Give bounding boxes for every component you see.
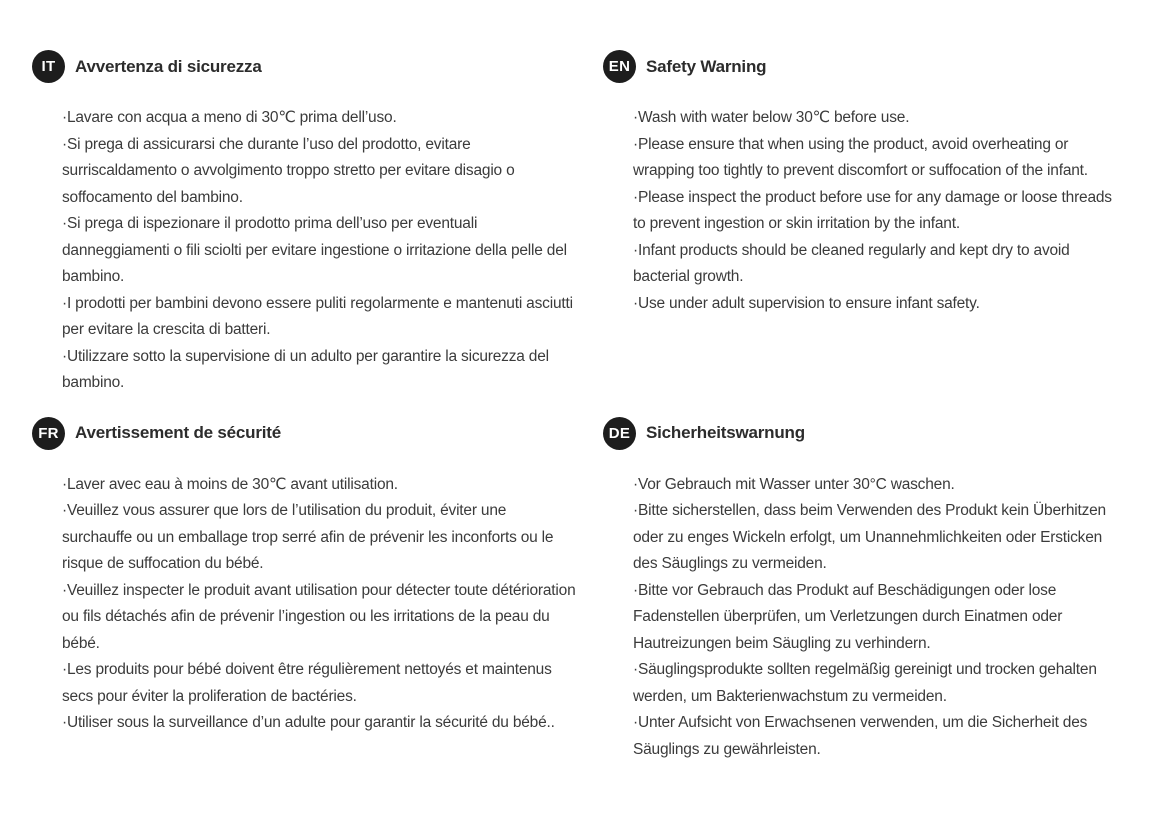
- warning-list: [633, 105, 1113, 317]
- warning-item: ·Use under adult supervision to ensure infant safety.: [633, 294, 980, 312]
- warning-item: ·Bitte sicherstellen, dass beim Verwenden des Produkt kein Überhitzen oder zu enges Wickeln erfolgt, um Unannehmlichkeiten oder Ersticken des Säuglings zu vermeiden.: [633, 502, 1106, 572]
- warning-item: ·Utiliser sous la surveillance d’un adulte pour garantir la sécurité du bébé..: [62, 714, 555, 731]
- warning-section-it: [32, 50, 603, 397]
- warning-item: ·Si prega di assicurarsi che durante l’uso del prodotto, evitare surriscaldamento o avvolgimento troppo stretto per evitare disagio o soffocamento del bambino.: [62, 135, 515, 206]
- warning-item: ·Vor Gebrauch mit Wasser unter 30°C waschen.: [633, 475, 955, 493]
- warning-list: [62, 105, 578, 397]
- warning-item: ·Wash with water below 30℃ before use.: [633, 109, 910, 126]
- warning-section-en: [603, 50, 1138, 317]
- section-header: [32, 417, 603, 450]
- warning-section-fr: [32, 417, 603, 737]
- language-badge: DE: [603, 417, 636, 450]
- section-header: [32, 50, 603, 83]
- section-header: [603, 417, 1138, 450]
- warning-item: ·Please ensure that when using the product, avoid overheating or wrapping too tightly to prevent discomfort or suffocation of the infant.: [633, 135, 1088, 179]
- section-header: [603, 50, 1138, 83]
- warning-item: ·Les produits pour bébé doivent être régulièrement nettoyés et maintenus secs pour éviter la proliferation de bactéries.: [62, 661, 552, 705]
- warning-item: ·Utilizzare sotto la supervisione di un adulto per garantire la sicurezza del bambino.: [62, 347, 549, 391]
- section-title: Avvertenza di sicurezza: [75, 56, 262, 76]
- warning-section-de: [603, 417, 1138, 764]
- warning-item: ·Lavare con acqua a meno di 30℃ prima dell’uso.: [62, 109, 397, 126]
- warning-sections-grid: [32, 50, 1138, 763]
- warning-list: [62, 472, 578, 737]
- warning-item: ·Laver avec eau à moins de 30℃ avant utilisation.: [62, 475, 398, 493]
- language-badge: EN: [603, 50, 636, 83]
- warning-item: ·Please inspect the product before use for any damage or loose threads to prevent ingestion or skin irritation by the infant.: [633, 188, 1112, 232]
- warning-item: ·Veuillez vous assurer que lors de l’utilisation du produit, éviter une surchauffe ou un emballage trop serré afin de prévenir les inconforts ou le risque de suffocation du bébé.: [62, 502, 554, 572]
- warning-item: ·Unter Aufsicht von Erwachsenen verwenden, um die Sicherheit des Säuglings zu gewährleisten.: [633, 714, 1088, 758]
- warning-item: ·Si prega di ispezionare il prodotto prima dell’uso per eventuali danneggiamenti o fili sciolti per evitare ingestione o irritazione della pelle del bambino.: [62, 215, 567, 285]
- warning-item: ·Veuillez inspecter le produit avant utilisation pour détecter toute détérioration ou fils détachés afin de prévenir l’ingestion ou les irritations de la peau du bébé.: [62, 581, 576, 652]
- section-title: Avertissement de sécurité: [75, 423, 282, 442]
- warning-item: ·Infant products should be cleaned regularly and kept dry to avoid bacterial growth.: [633, 241, 1070, 285]
- warning-item: ·Bitte vor Gebrauch das Produkt auf Beschädigungen oder lose Fadenstellen überprüfen, um Verletzungen durch Einatmen oder Hautreizungen beim Säugling zu verhindern.: [633, 581, 1063, 652]
- warning-item: ·I prodotti per bambini devono essere puliti regolarmente e mantenuti asciutti per evitare la crescita di batteri.: [62, 294, 573, 338]
- section-title: Sicherheitswarnung: [646, 423, 805, 442]
- section-title: Safety Warning: [646, 56, 767, 76]
- warning-item: ·Säuglingsprodukte sollten regelmäßig gereinigt und trocken gehalten werden, um Bakterienwachstum zu vermeiden.: [633, 661, 1097, 705]
- warning-list: [633, 472, 1113, 764]
- language-badge: FR: [32, 417, 65, 450]
- language-badge: IT: [32, 50, 65, 83]
